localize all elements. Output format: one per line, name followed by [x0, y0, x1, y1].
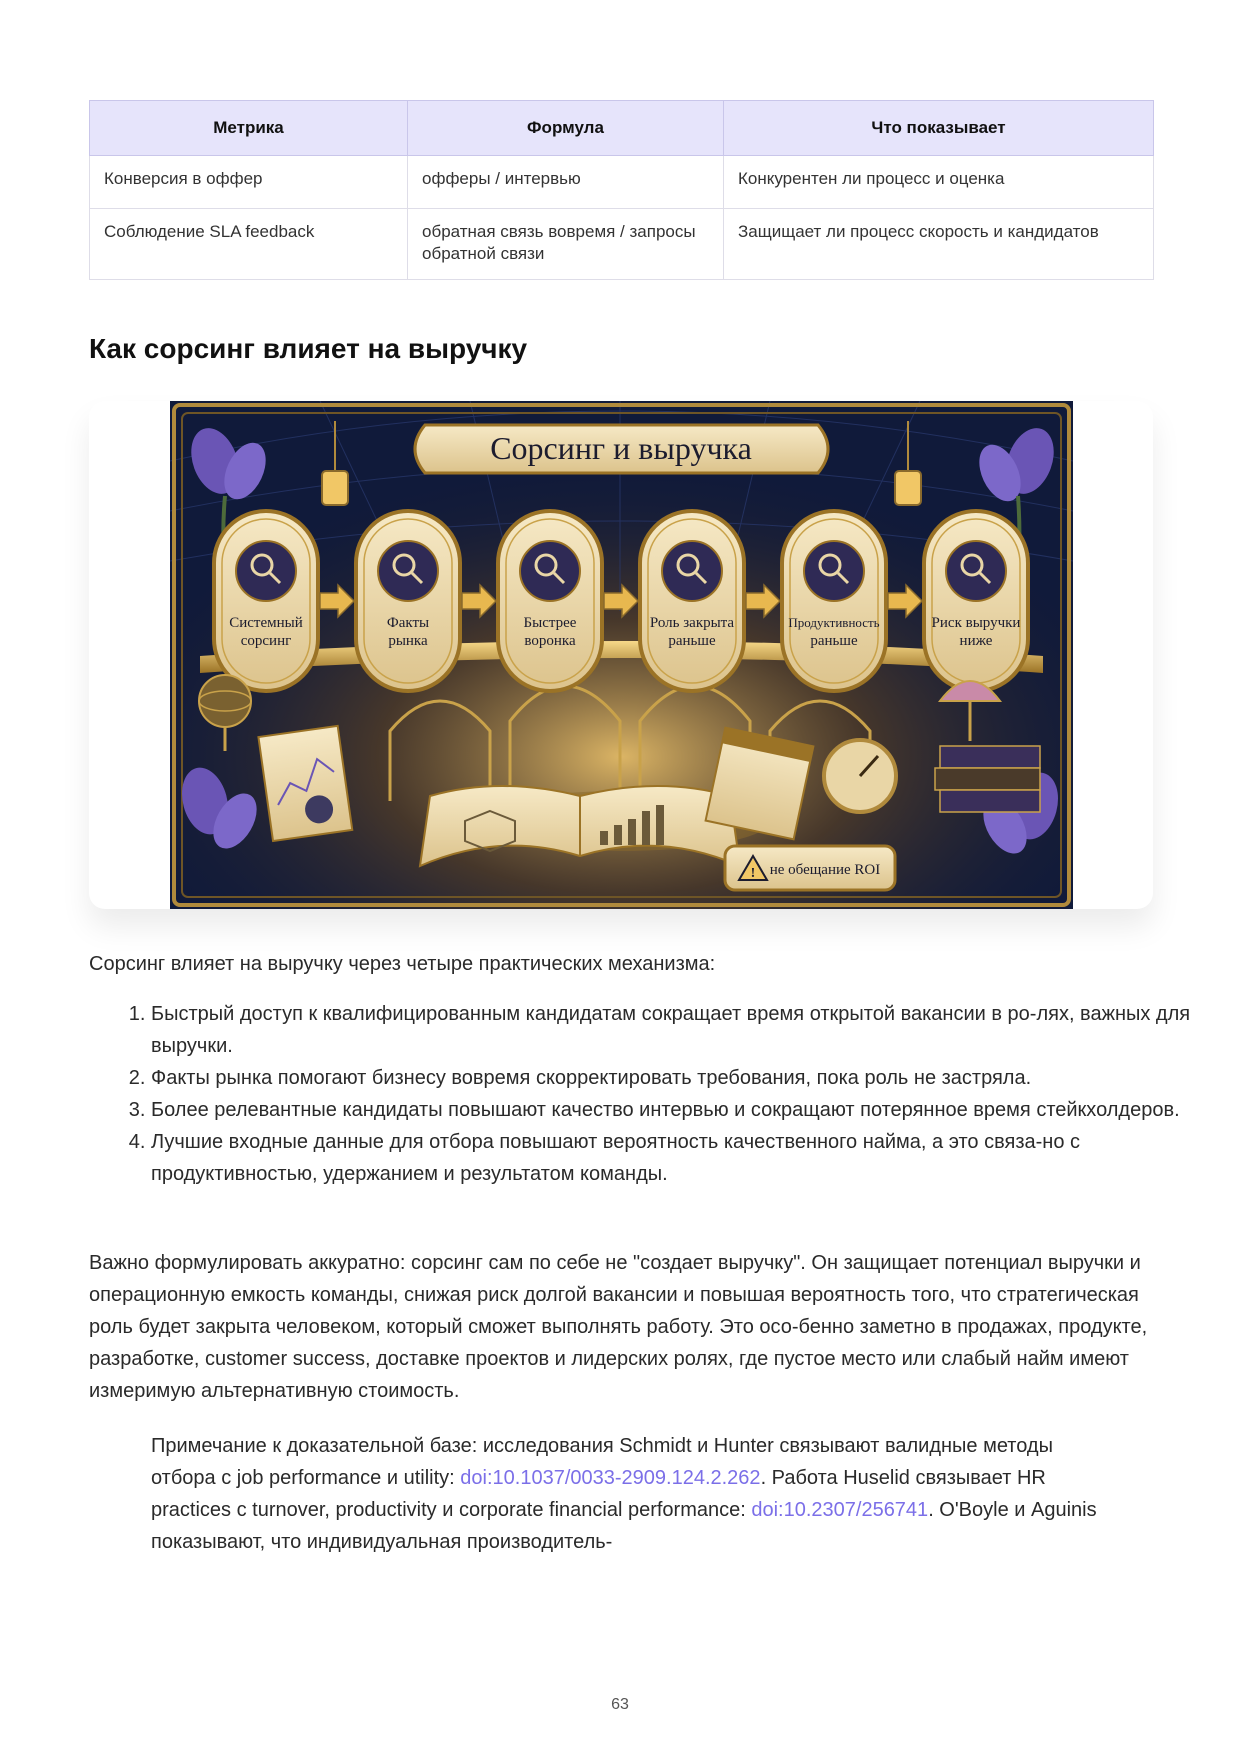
sunrise-desk-icon	[804, 541, 864, 601]
page-number: 63	[611, 1696, 629, 1713]
table-cell: Конкурентен ли процесс и оценка	[724, 156, 1154, 209]
note-text: . Работа Huselid связывает HR practices с turnover, productivity и corporate financial performance:	[151, 1467, 1046, 1521]
step-label: Продуктивность	[788, 615, 880, 630]
step-medallion	[640, 511, 744, 691]
note-text: . O'Boyle и Aguinis показывают, что индивидуальная производитель-	[151, 1499, 1097, 1553]
illustration-card	[89, 401, 1153, 909]
step-label: Риск выручки	[931, 615, 1021, 631]
table-cell: Соблюдение SLA feedback	[90, 209, 408, 280]
table-cell: Защищает ли процесс скорость и кандидатов	[724, 209, 1154, 280]
step-label: раньше	[810, 633, 858, 649]
table-header-cell: Что показывает	[724, 101, 1154, 156]
step-label: Системный	[229, 615, 303, 631]
step-label: рынка	[388, 633, 428, 649]
mechanisms-list	[89, 998, 1215, 1190]
page-content	[89, 100, 1191, 1553]
step-label: воронка	[524, 633, 576, 649]
door-calendar-icon	[662, 541, 722, 601]
books-icon	[935, 746, 1040, 812]
section-title: Как сорсинг влияет на выручку	[89, 333, 528, 364]
shield-check-icon	[946, 541, 1006, 601]
gauge-icon	[824, 740, 896, 812]
list-item: 2. Факты рынка помогают бизнесу вовремя скорректировать требования, пока роль не застряла.	[151, 1062, 1215, 1094]
doi-link[interactable]: doi:10.2307/256741	[751, 1499, 929, 1521]
list-item: 1. Быстрый доступ к квалифицированным кандидатам сокращает время открытой вакансии в ро-лях, важных для выручки.	[151, 998, 1215, 1062]
table-header-cell: Метрика	[90, 101, 408, 156]
sourcing-revenue-illustration	[170, 401, 1073, 909]
warning-plaque	[725, 846, 895, 890]
chart-paper-icon	[258, 726, 352, 841]
table-row	[90, 156, 1154, 209]
title-banner	[415, 425, 828, 473]
note-text: Примечание к доказательной базе: исследования Schmidt и Hunter связывают валидные методы отбора с job performance и utility:	[151, 1435, 1053, 1489]
table-cell: офферы / интервью	[408, 156, 724, 209]
funnel-icon	[520, 541, 580, 601]
table-header-row	[90, 101, 1154, 156]
user-search-icon	[236, 541, 296, 601]
list-item: 3. Более релевантные кандидаты повышают качество интервью и сокращают потерянное время стейкхолдеров.	[151, 1094, 1215, 1126]
step-label: сорсинг	[240, 633, 292, 649]
table-cell: обратная связь вовремя / запросы обратной связи	[408, 209, 724, 280]
step-medallion	[214, 511, 318, 691]
svg-text:!: !	[750, 866, 756, 881]
step-medallion	[356, 511, 460, 691]
step-label: раньше	[668, 633, 716, 649]
list-item: 4. Лучшие входные данные для отбора повышают вероятность качественного найма, а это связа-но с продуктивностью, удержанием и результатом команды.	[151, 1126, 1215, 1190]
evidence-note	[151, 1430, 1111, 1558]
table-cell: Конверсия в оффер	[90, 156, 408, 209]
step-medallion	[782, 511, 886, 691]
documents-icon	[378, 541, 438, 601]
metrics-table	[89, 100, 1154, 280]
step-medallion	[498, 511, 602, 691]
body-paragraph: Важно формулировать аккуратно: сорсинг сам по себе не "создает выручку". Он защищает потенциал выручки и операционную емкость команды, снижая риск долгой вакансии и повышая вероятность того, что стратегическая роль будет закрыта человеком, который сможет выполнять работу. Это осо-бенно заметно в продажах, продукте, разработке, customer success, доставке проектов и лидерских ролях, где пустое место или слабый найм имеют измеримую альтернативную стоимость.	[89, 1252, 1148, 1402]
step-medallion	[924, 511, 1028, 691]
table-header-cell: Формула	[408, 101, 724, 156]
doi-link[interactable]: doi:10.1037/0033-2909.124.2.262	[460, 1467, 761, 1489]
intro-text: Сорсинг влияет на выручку через четыре практических механизма:	[89, 953, 716, 975]
step-label: Роль закрыта	[649, 615, 735, 631]
step-label: Быстрее	[523, 615, 577, 631]
step-label: ниже	[959, 633, 993, 649]
calendar-icon	[706, 728, 814, 840]
warning-label: не обещание ROI	[769, 862, 881, 878]
banner-title: Сорсинг и выручка	[490, 430, 752, 466]
table-row	[90, 209, 1154, 280]
step-label: Факты	[386, 615, 430, 631]
